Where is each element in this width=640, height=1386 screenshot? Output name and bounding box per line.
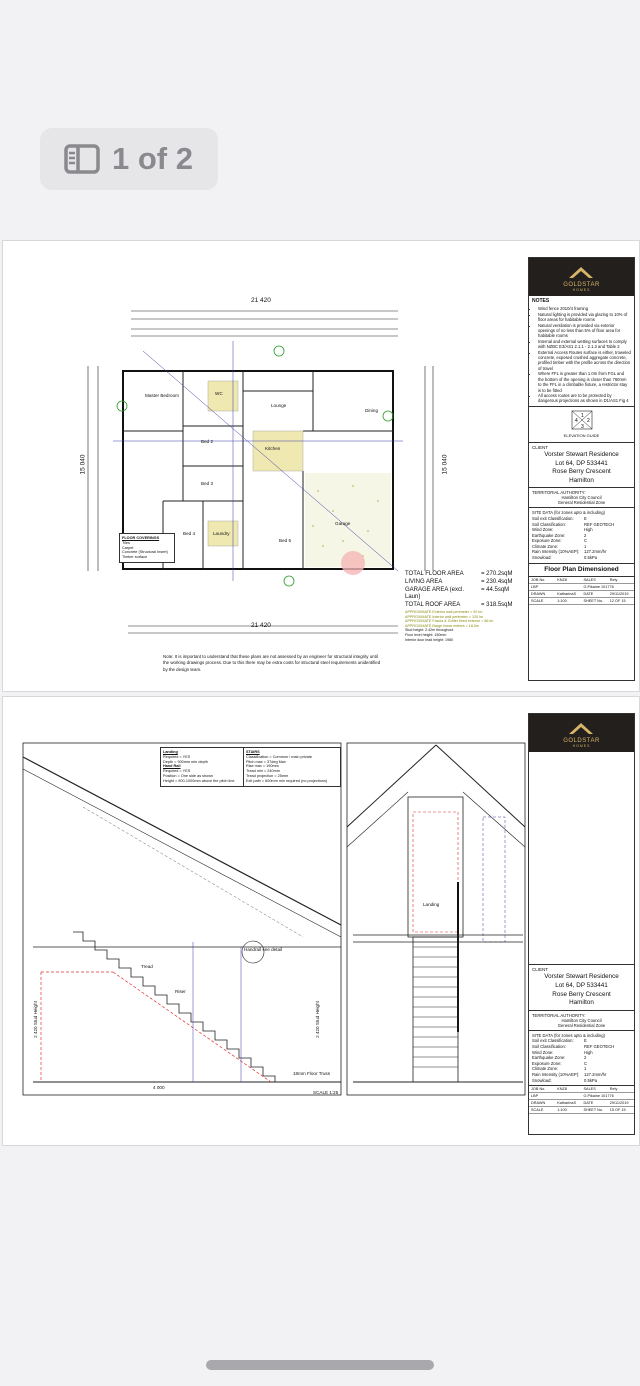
overall-dimension-bottom: 21 420 [251, 622, 271, 629]
engineering-note: Note: It is important to understand that these plans are not assessed by an engineer for structural integrity until the working drawings process. Due to this there may be extra costs for structural steel requirements unidentified by the design team. [163, 654, 381, 672]
title-block [528, 713, 635, 1135]
riser-label: Riser [175, 989, 186, 994]
job-info: JOB No. KNZ8 SALES Rely LBP G.Pikaine 101776 DRAWN KatharinaS DATE 29/11/2019 SCALE 1:100 SHEET No. 12 OF 15 [529, 577, 634, 605]
elevation-number: 1 [580, 412, 584, 419]
page-counter: 1 of 2 [112, 141, 193, 176]
room-label: Bed 4 [183, 531, 196, 536]
room-label: Bed 5 [279, 538, 292, 543]
left-dimension: 15 040 [79, 454, 87, 475]
floor-coverings-legend: FLOOR COVERINGS Tiles Carpet Concrete (Structural Insert) Timber surface [119, 533, 175, 563]
scale-label: SCALE 1:25 [313, 1090, 339, 1095]
document-page-2[interactable] [2, 696, 640, 1146]
home-indicator[interactable] [206, 1360, 434, 1370]
right-dimension: 15 040 [441, 454, 449, 475]
run-dimension: 4 000 [153, 1085, 165, 1090]
landing-label: Landing [423, 902, 440, 907]
site-data: SITE DATA (for zones upto & including) Soil exit Classification: E Soil Classification: REF GEOTECH Wind Zone: High Earthquake Zone: 2 Exposure Zone: C Climate Zone: 1 Rain Intensity (10%AEP): 127.2mm/hr Snowload: 0.5kPa [529, 1031, 634, 1086]
tread-label: Tread [141, 964, 153, 969]
territorial-authority: TERRITORIAL AUTHORITY: Hamilton City Council General Residential Zone [529, 1011, 634, 1031]
client-block: CLIENT Vorster Stewart Residence Lot 64, DP 533441 Rose Berry Crescent Hamilton [529, 443, 634, 489]
goldstar-logo: GOLDSTAR HOMES [529, 714, 634, 752]
drawing-title: Floor Plan Dimensioned [529, 564, 634, 577]
elevation-guide-icon [568, 409, 596, 431]
house-logo-icon [567, 720, 595, 736]
room-label: Laundry [213, 531, 230, 536]
document-page-1[interactable] [2, 240, 640, 692]
house-logo-icon [567, 264, 595, 280]
room-label: Master Bedroom [145, 393, 179, 398]
room-label: Dining [365, 408, 379, 413]
area-totals: TOTAL FLOOR AREA = 270.2sqM LIVING AREA = 230.4sqM GARAGE AREA (excl. Laun) = 44.5sqM TOTAL ROOF AREA = 318.5sqM APPROXIMATE Exterior wall perimeter = 92 lm APPROXIMATE Interior wall perimeter = 120 lm APPROXIMATE Fascia & Gutter fixed exterior = 86 lm APPROXIMATE Barge linear meters = 18.0m Stud height: 2.42m throughout Floor level height: 150mm Interior door lead height: 1980 [405, 571, 513, 642]
room-label: Bed 2 [201, 439, 214, 444]
floor-truss-label: 18mm Floor Truss [293, 1071, 331, 1076]
room-label: Bed 3 [201, 481, 214, 486]
handrail-label: Handrail see detail [244, 947, 283, 952]
elevation-number: 3 [580, 423, 584, 430]
stairs-spec: STAIRS Classification = Common / main private Pitch max = 37deg Max Rise max = 190mm Tread min = 240mm Tread projection = 25mm Exit path = 600mm min required (no projections) [243, 747, 341, 787]
landing-handrail-spec: Landing Required = YES Depth = 900mm min depth Hand Rail Required = YES Position = One side as shown Height = 900-1000mm above the pitch line [160, 747, 244, 787]
goldstar-logo: GOLDSTAR HOMES [529, 258, 634, 296]
job-info: JOB No. KNZ8 SALES Rely LBP G.Pikaine 101776 DRAWN KatharinaS DATE 29/11/2019 SCALE 1:100 SHEET No. 15 OF 15 [529, 1086, 634, 1114]
elevation-number: 2 [586, 417, 590, 424]
page-indicator[interactable] [40, 128, 218, 190]
title-block [528, 257, 635, 681]
room-label: Kitchen [265, 446, 281, 451]
stud-height-label: 2 420 Stud Height [32, 1001, 38, 1038]
site-data: SITE DATA (for zones upto & including) Soil exit Classification: E Soil Classification: REF GEOTECH Wind Zone: High Earthquake Zone: 2 Exposure Zone: C Climate Zone: 1 Rain Intensity (10%AEP): 127.2mm/hr Snowload: 0.5kPa [529, 508, 634, 563]
room-label: Garage [335, 521, 351, 526]
elevation-guide: 1 2 3 4 ELEVATION GUIDE [529, 407, 634, 443]
room-label: Lounge [271, 403, 287, 408]
stud-height-label: 2 420 Stud Height [314, 1001, 320, 1038]
territorial-authority: TERRITORIAL AUTHORITY: Hamilton City Council General Residential Zone [529, 488, 634, 508]
client-block: CLIENT Vorster Stewart Residence Lot 64, DP 533441 Rose Berry Crescent Hamilton [529, 965, 634, 1011]
overall-dimension-top: 21 420 [251, 297, 271, 304]
notes-section: NOTES • Wind fence 2010/4 framing • Natural lighting is provided via glazing to 10% of floor areas for habitable rooms • Natural ventilation is provided via exterior openings of no less than 5% of floor area for habitable rooms • Internal and external wetting surfaces to comply with NZBC E3/AS1 2.1.1 - 2.1.3 and Table 2 • External Access Routes surface is either, troweled concrete, exposed crushed aggregate concrete, profiled timber with the profile across the direction of travel • Where FFL is greater than 1.0m from FGL and the bottom of the opening is closer than 760mm to the FFL in a climbable fixture, a restrictor stay is to be fitted • All access routes are to be protected by dangerous projections as shown in D1/AS1 Fig 4 [529, 296, 634, 407]
sidebar-toggle-icon [64, 144, 100, 174]
elevation-number: 4 [574, 417, 578, 424]
room-label: WC [215, 391, 223, 396]
